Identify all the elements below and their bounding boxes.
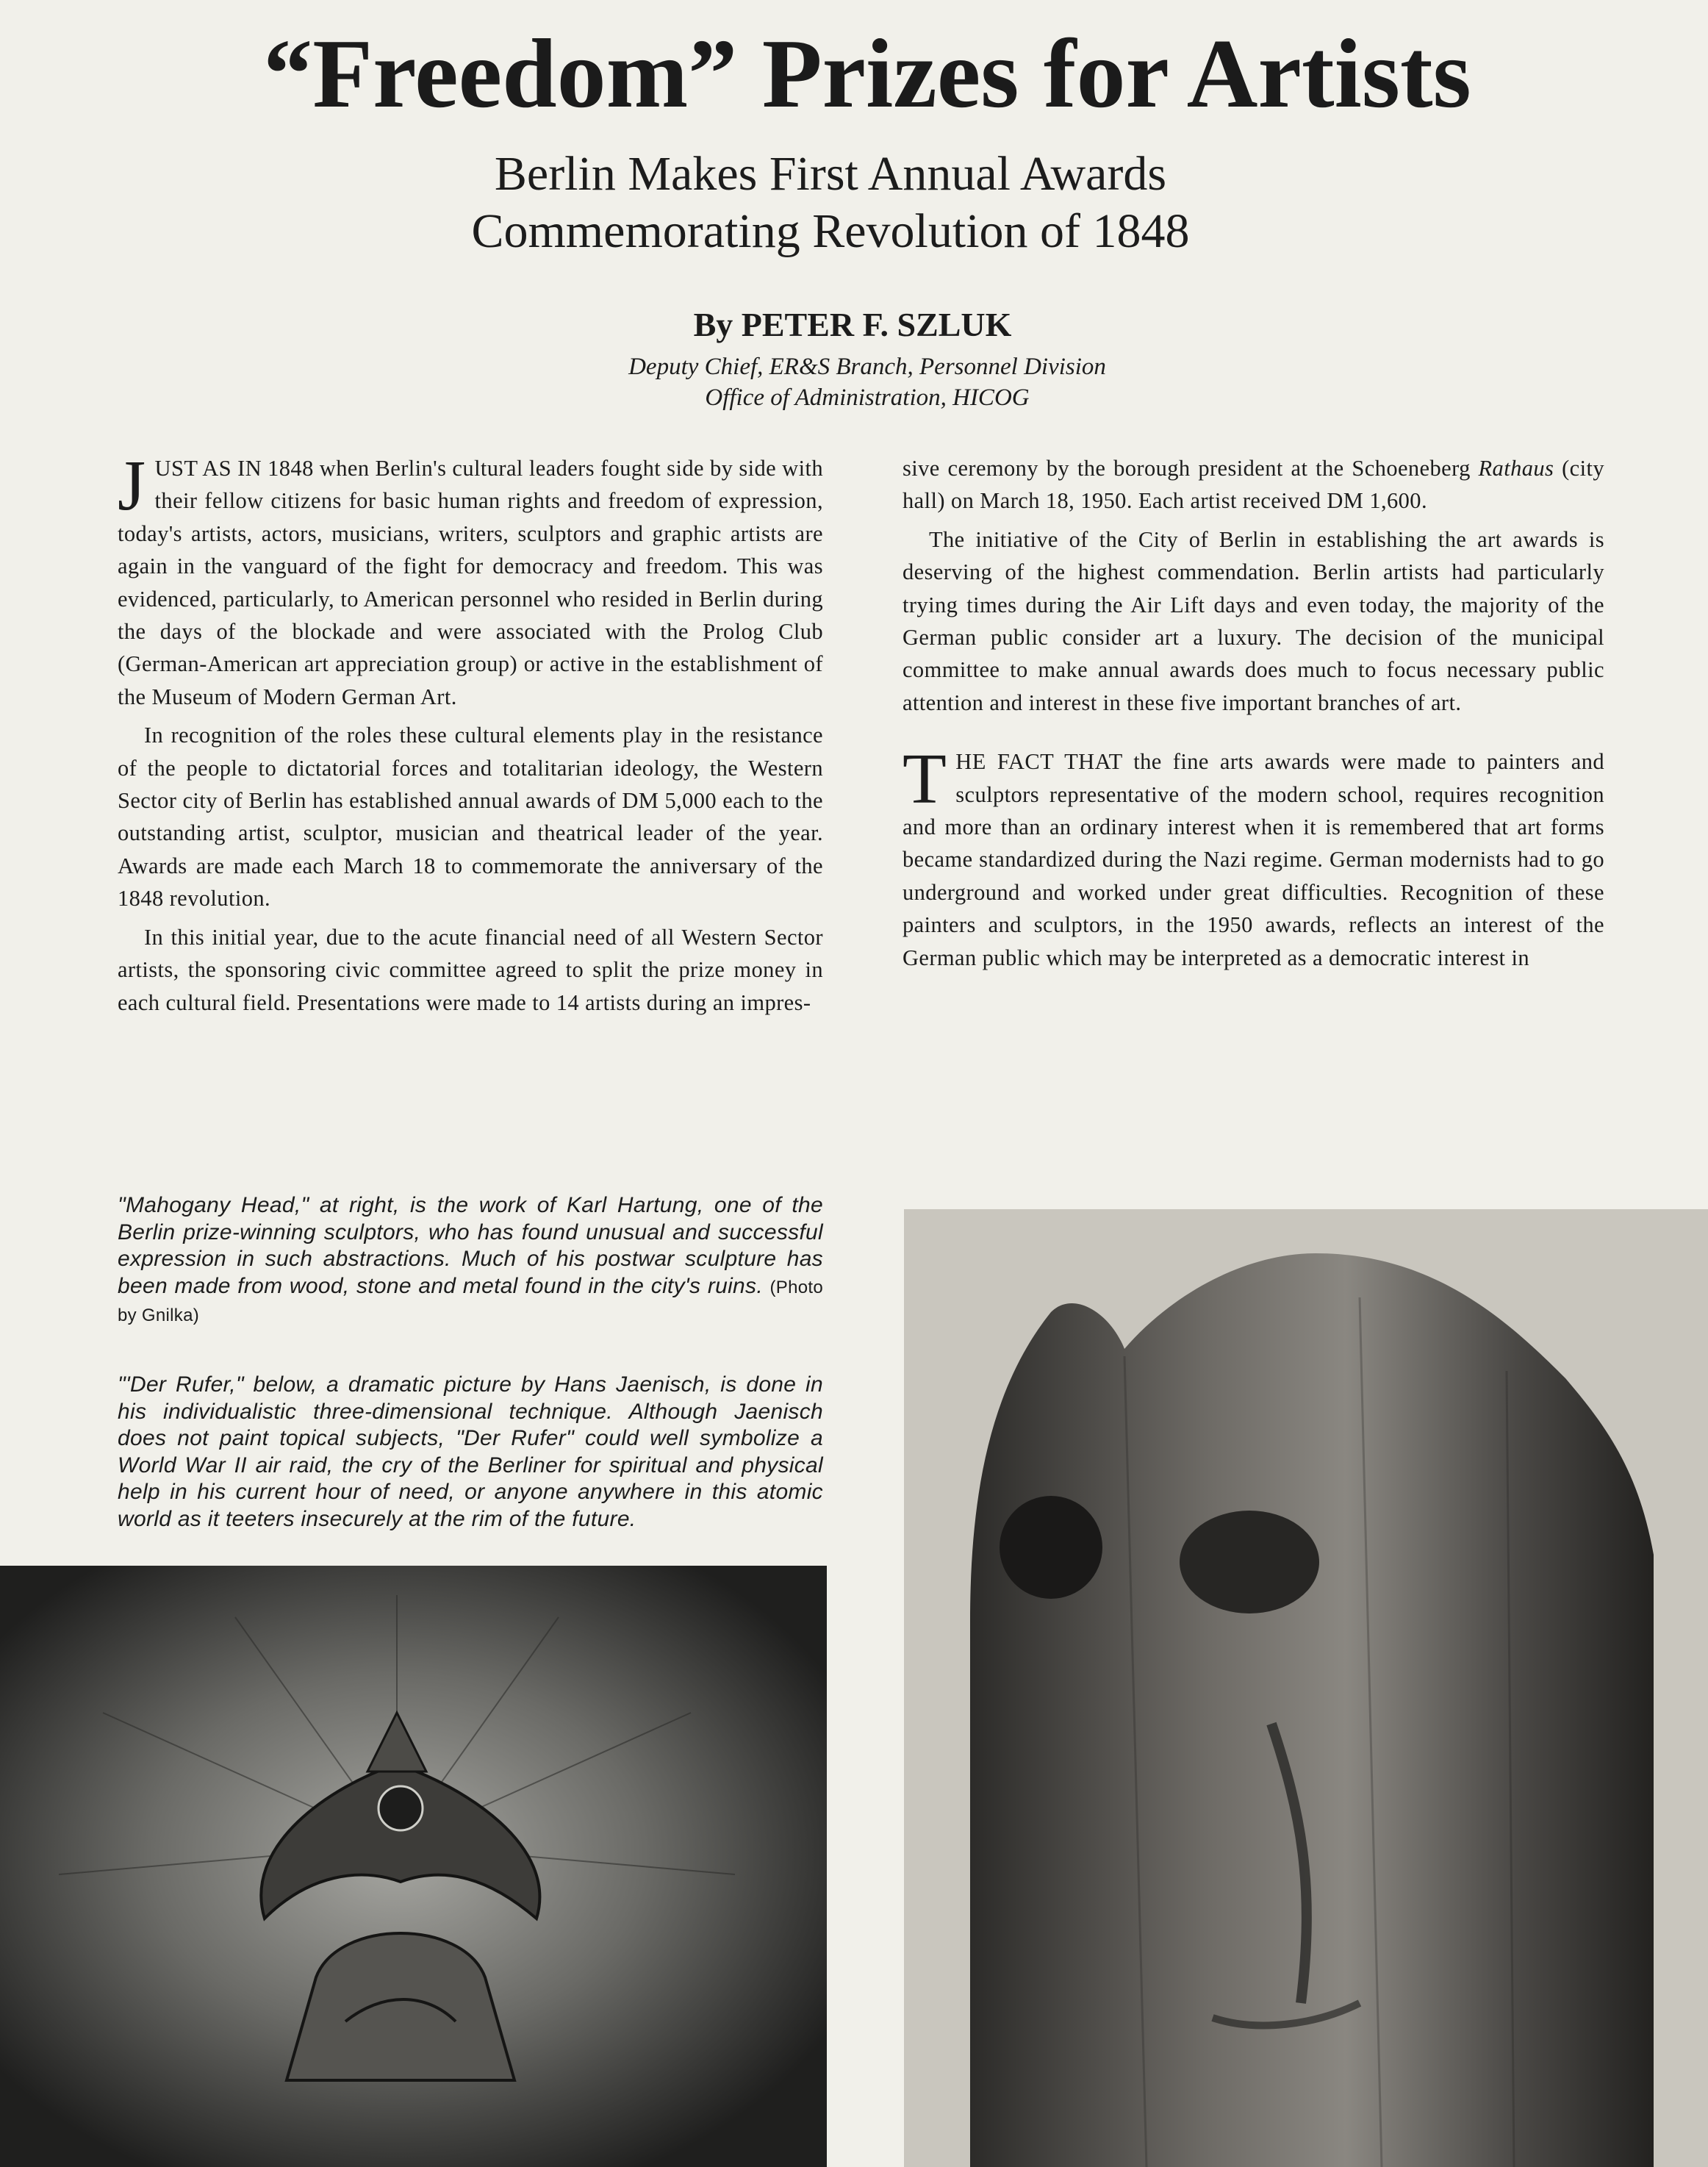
drop-cap: T (903, 739, 947, 820)
caption-der-rufer: "'Der Rufer," below, a dramatic picture by Hans Jaenisch, is done in his individualistic three-dimensional technique. Although Jaenisch does not paint topical subjects, "Der Rufer" could well symbolize a World War II air raid, the cry of the Berliner for spiritual and physical help in his current hour of need, or anyone anywhere in this atomic world as it teeters insecurely at the rim of the future. (118, 1372, 823, 1531)
right-paragraph-3 (903, 739, 1604, 974)
headline: “Freedom” Prizes for Artists (263, 19, 1471, 128)
photo-credit: (Photo by Gnilka) (118, 1277, 824, 1325)
author-title: Deputy Chief, ER&S Branch, Personnel Division (628, 354, 1106, 380)
left-column (118, 446, 823, 1025)
author-office: Office of Administration, HICOG (705, 384, 1030, 411)
caption-mahogany-text: "Mahogany Head," at right, is the work of Karl Hartung, one of the Berlin prize-winning sculptors, who has found unusual and successful expression in such abstractions. Much of his postwar sculpture has been made from wood, stone and metal found in the city's ruins. (118, 1193, 823, 1298)
left-paragraph-1 (118, 446, 823, 713)
right-paragraph-3-text: HE FACT THAT the fine arts awards were made to painters and sculptors representative of the modern school, requires recognition and more than an ordinary interest when it is remembered that art forms became standardized during the Nazi regime. German modernists had to go underground and worked under great difficulties. Recognition of these painters and sculptors, in the 1950 awards, reflects an interest of the German public which may be interpreted as a democratic interest in (903, 749, 1604, 970)
subhead-line-1: Berlin Makes First Annual Awards (494, 147, 1167, 201)
subhead-line-2: Commemorating Revolution of 1848 (471, 204, 1190, 258)
left-paragraph-3: In this initial year, due to the acute financial need of all Western Sector artists, the sponsoring civic committee agreed to split the prize money in each cultural field. Presentations were made to 14 artists during an impres- (118, 924, 823, 1015)
right-paragraph-2: The initiative of the City of Berlin in establishing the art awards is deserving of the highest commendation. Berlin artists had particularly trying times during the Air Lift days and even today, the majority of the German public consider art a luxury. The decision of the municipal committee to make annual awards does much to focus necessary public attention and interest in these five important branches of art. (903, 526, 1604, 715)
sculpture-illustration (904, 1209, 1708, 2167)
painting-illustration (0, 1566, 827, 2167)
caption-mahogany-head (118, 1192, 823, 1330)
subhead (412, 146, 1249, 260)
left-paragraph-2: In recognition of the roles these cultural elements play in the resistance of the people to dictatorial forces and totalitarian ideology, the Western Sector city of Berlin has established annual awards of DM 5,000 each to the outstanding artist, sculptor, musician and theatrical leader of the year. Awards are made each March 18 to commemorate the anniversary of the 1848 revolution. (118, 723, 823, 911)
der-rufer-painting (0, 1566, 827, 2167)
right-paragraph-1 (903, 452, 1604, 517)
byline: By PETER F. SZLUK (693, 306, 1012, 343)
mahogany-head-photo (904, 1209, 1708, 2167)
right-paragraph-1-tail: (city hall) on March 18, 1950. Each artist received DM 1,600. (903, 456, 1604, 514)
drop-cap: J (118, 446, 146, 526)
author-credit (514, 351, 1220, 413)
rathaus-italic: Rathaus (1478, 456, 1554, 481)
right-paragraph-1-text: sive ceremony by the borough president at the Schoeneberg (903, 456, 1479, 481)
left-paragraph-1-text: UST AS IN 1848 when Berlin's cultural leaders fought side by side with their fellow citizens for basic human rights and freedom of expression, today's artists, actors, musicians, writers, sculptors and graphic artists are again in the vanguard of the fight for democracy and freedom. This was evidenced, particularly, to American personnel who resided in Berlin during the days of the blockade and were associated with the Prolog Club (German-American art appreciation group) or active in the establishment of the Museum of Modern German Art. (118, 456, 823, 709)
right-column (903, 452, 1604, 980)
